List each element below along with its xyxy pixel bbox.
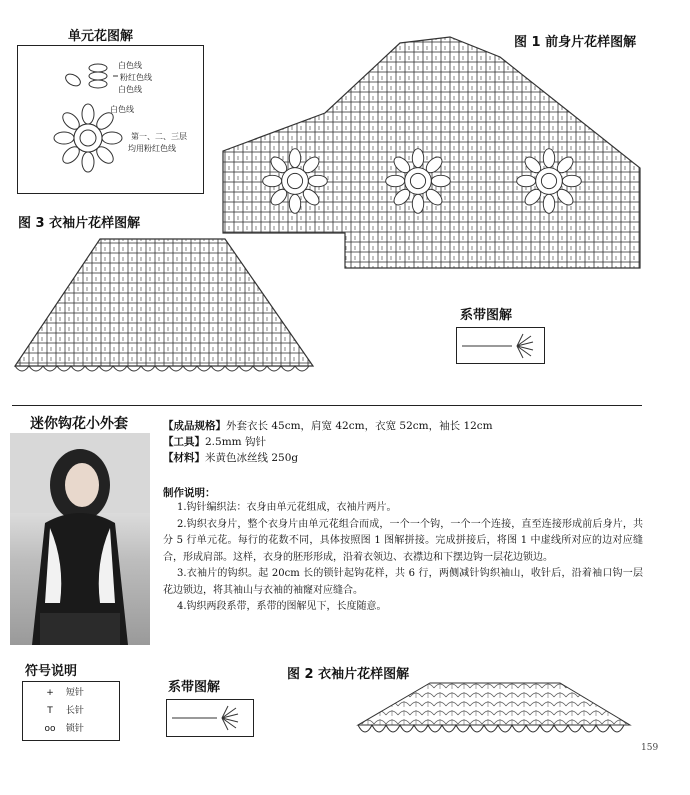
instruction-3: 3.衣袖片的钩织。起 20cm 长的锁针起钩花样，共 6 行，两侧减针钩织袖山，收针后，沿着袖口钩一层花边锁边，将其袖山与衣袖的袖窿对应缝合。 <box>163 568 643 596</box>
flower-label-5: 第一、二、三层 <box>131 132 187 141</box>
page-number: 159 <box>641 743 659 753</box>
spec-size-value: 外套衣长 45cm，肩宽 42cm，衣宽 52cm，袖长 12cm <box>226 420 493 432</box>
instruction-4: 4.钩织两段系带，系带的图解见下，长度随意。 <box>177 601 387 612</box>
tie-top-diagram <box>457 328 544 363</box>
spec-size-key: 【成品规格】 <box>163 420 226 432</box>
spec-tool-key: 【工具】 <box>163 436 205 448</box>
legend-title: 符号说明 <box>25 664 78 679</box>
instructions-title: 制作说明： <box>163 487 216 499</box>
flower-label-2: 粉红色线 <box>120 73 152 82</box>
flower-label-4: 白色线 <box>110 105 134 114</box>
instruction-2: 2.钩织衣身片，整个衣身片由单元花组合而成，一个一个钩，一个一个连接，直至连接形成前后身片，共分 5 行单元花。每行的花数不同，具体按照图 1 图解拼接。完成拼接后，将图 1 中虚线所对应的边对应缝合，形成肩部。这样，衣身的胚形形成，沿着衣领边、衣襟边和下摆边钩一层花边锁边。 <box>163 518 643 563</box>
unit-flower-title: 单元花图解 <box>68 29 134 44</box>
spec-material-key: 【材料】 <box>163 452 205 464</box>
fig2-diagram <box>350 680 640 745</box>
sc-label: 短针 <box>65 688 84 698</box>
ch-symbol: oo <box>44 724 56 734</box>
flower-label-6: 均用粉红色线 <box>128 144 176 153</box>
model-silhouette <box>10 433 150 645</box>
flower-motif <box>386 149 451 214</box>
flower-motif <box>517 149 582 214</box>
dc-symbol: T <box>47 706 53 716</box>
spec-material <box>163 450 298 466</box>
model-photo <box>10 433 150 645</box>
fig1-title: 图 1 前身片花样图解 <box>514 35 637 50</box>
spec-tool <box>163 434 266 450</box>
instruction-1: 1.钩针编织法：衣身由单元花组成，衣袖片两片。 <box>177 502 397 513</box>
ch-label: 锁针 <box>65 724 84 734</box>
tie-bottom-box <box>166 699 254 737</box>
tie-top-box <box>456 327 545 364</box>
fig2-title: 图 2 衣袖片花样图解 <box>287 667 410 682</box>
article-title: 迷你钩花小外套 <box>30 416 128 432</box>
spec-tool-value: 2.5mm 钩针 <box>205 436 266 448</box>
fig3-title: 图 3 衣袖片花样图解 <box>18 216 141 231</box>
flower-label-3: 白色线 <box>118 85 142 94</box>
flower-motif <box>263 149 328 214</box>
tie-bottom-diagram <box>167 700 253 736</box>
legend-row-2 <box>37 703 84 716</box>
sc-symbol: + <box>46 688 54 698</box>
section-divider <box>12 405 642 406</box>
legend-row-3 <box>37 721 84 734</box>
legend-row-1 <box>37 685 84 698</box>
instructions-body <box>163 500 643 616</box>
unit-flower-box <box>17 45 204 194</box>
spec-material-value: 米黄色冰丝线 250g <box>205 452 299 464</box>
dc-label: 长针 <box>65 706 84 716</box>
legend-box <box>22 681 120 741</box>
tie-top-title: 系带图解 <box>460 308 513 323</box>
spec-size <box>163 418 493 434</box>
unit-flower-diagram <box>18 46 203 193</box>
tie-bottom-title: 系带图解 <box>168 680 221 695</box>
flower-label-1: 白色线 <box>118 61 142 70</box>
fig3-diagram <box>10 234 320 384</box>
